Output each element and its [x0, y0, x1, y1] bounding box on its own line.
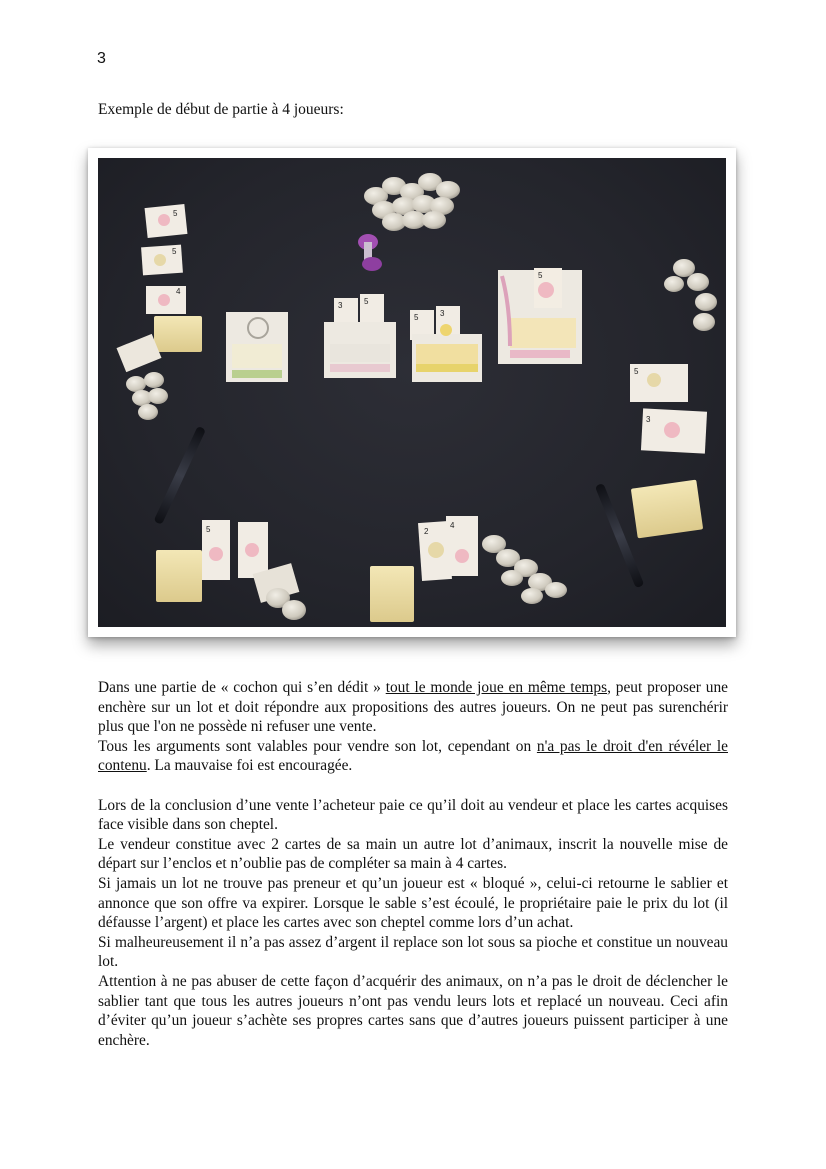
card-deck-bottom-middle	[370, 566, 414, 622]
card-digit: 5	[206, 525, 211, 534]
card-digit: 2	[424, 527, 429, 536]
text-run: Lors de la conclusion d’une vente l’acheteur paie ce qu’il doit au vendeur et place les cartes acquises face visible dans son cheptel.	[98, 796, 728, 834]
card-stack-right	[630, 364, 707, 538]
text-run: , peut proposer une enchère sur un lot et doit répondre aux propositions des autres joueurs. On ne peut pas surenchérir plus que l'on ne possède ni refuser une vente.	[98, 679, 728, 736]
card-digit: 3	[338, 301, 343, 310]
card-digit: 5	[538, 271, 543, 280]
text-run: Si malheureusement il n’a pas assez d’argent il replace son lot sous sa pioche et constitue un nouveau lot.	[98, 933, 728, 971]
text-run: Le vendeur constitue avec 2 cartes de sa main un autre lot d’animaux, inscrit la nouvelle mise de départ sur l’enclos et n’oublie pas de compléter sa main à 4 cartes.	[98, 835, 728, 873]
card-digit: 4	[176, 287, 181, 296]
lot-fence-4	[498, 268, 582, 364]
hourglass-icon	[358, 234, 382, 271]
lot-fence-2	[324, 294, 396, 378]
card-stack-left	[141, 204, 202, 352]
rules-paragraph	[98, 933, 728, 972]
card-digit: 3	[440, 309, 445, 318]
rules-paragraph	[98, 796, 728, 835]
rules-paragraph	[98, 874, 728, 933]
card-stack-bottom-middle	[418, 516, 567, 604]
text-run: Si jamais un lot ne trouve pas preneur et qu’un joueur est « bloqué », celui-ci retourne le sablier et annonce que son offre va expirer. Lorsque le sable s’est écoulé, le propriétaire paie le prix du lot (il défausse l’argent) et place les cartes avec son cheptel comme lors d’un achat.	[98, 874, 728, 932]
card-digit: 5	[364, 297, 369, 306]
lot-fence-1	[226, 312, 288, 382]
game-setup-photo	[98, 158, 726, 627]
card-digit: 4	[450, 521, 455, 530]
coin-pile-right	[664, 259, 717, 331]
rules-paragraph	[98, 972, 728, 1050]
card-digit: 5	[173, 209, 178, 218]
card-digit: 3	[646, 415, 651, 424]
section-heading: Exemple de début de partie à 4 joueurs:	[98, 101, 344, 118]
text-run: . La mauvaise foi est encouragée.	[146, 757, 353, 775]
card-digit: 5	[414, 313, 419, 322]
game-photo-frame	[88, 148, 736, 637]
card-digit: 5	[172, 247, 177, 256]
lot-fence-3	[410, 306, 482, 382]
card-stack-bottom-left	[156, 520, 306, 620]
text-run: Attention à ne pas abuser de cette façon d’acquérir des animaux, on n’a pas le droit de déclencher le sablier tant que tous les autres joueurs n’ont pas vendu leurs lots et replacé un nouveau. Ceci afin d’éviter qu’un joueur s’achète ses propres cartes sans que d’autres joueurs puissent participer à une enchère.	[98, 972, 728, 1049]
game-setup-illustration	[98, 158, 726, 627]
rules-paragraph	[98, 835, 728, 874]
page-number: 3	[97, 50, 106, 67]
rules-text	[98, 678, 728, 1050]
emphasis-underlined: n'a pas le droit d'en révéler le contenu	[98, 737, 728, 775]
text-run: Dans une partie de « cochon qui s’en dédit »	[98, 679, 386, 696]
emphasis-underlined: tout le monde joue en même temps	[385, 679, 608, 696]
coin-pile-top	[364, 173, 460, 231]
pen-left	[153, 426, 206, 525]
rules-paragraph	[98, 737, 728, 776]
rules-paragraph	[98, 678, 728, 737]
card-digit: 5	[634, 367, 639, 376]
text-run: Tous les arguments sont valables pour vendre son lot, cependant on	[98, 737, 537, 755]
